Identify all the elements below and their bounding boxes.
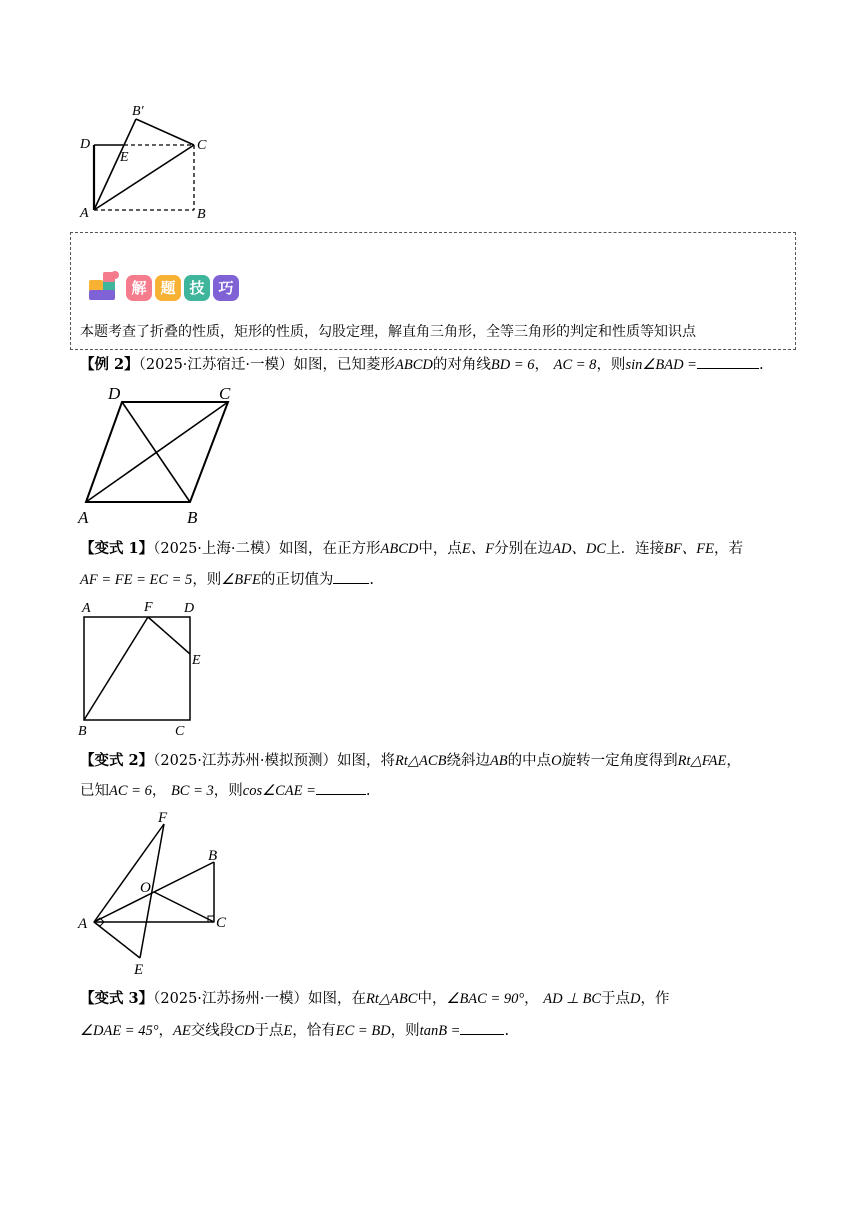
diagonal-bd xyxy=(122,402,190,502)
tip-chip-ti: 题 xyxy=(155,275,181,301)
example2-cond2: AC = 8 xyxy=(553,357,597,373)
label-b: B xyxy=(78,724,87,739)
variant3-text-c: 于点 xyxy=(601,991,631,1007)
variant3-text-d: ，作 xyxy=(640,991,670,1007)
variant1-line1 xyxy=(80,539,743,559)
example2-shape: ABCD xyxy=(395,357,433,373)
variant1-sides: AD、DC xyxy=(552,541,607,557)
label-a: A xyxy=(78,916,88,932)
variant3-cond1: ∠BAC = 90° xyxy=(446,991,525,1007)
variant3-pt2: E xyxy=(283,1023,293,1039)
segment-bf xyxy=(84,617,148,720)
variant3-text-a: 如图，在 xyxy=(308,991,367,1007)
variant2-side: AB xyxy=(489,753,508,769)
variant1-cond: AF = FE = EC = 5 xyxy=(80,572,193,588)
figure-square xyxy=(74,596,214,741)
example2-sep: ， xyxy=(534,357,549,373)
label-b: B xyxy=(187,508,198,527)
square-abcd xyxy=(84,617,190,720)
variant2-cond2: BC = 3 xyxy=(170,783,214,799)
variant1-tag: 【变式 1】 xyxy=(80,540,154,557)
variant3-text-2a: ， xyxy=(158,1023,174,1039)
answer-blank[interactable] xyxy=(316,780,366,795)
label-e: E xyxy=(134,962,144,978)
variant2-tri2: Rt△FAE xyxy=(677,753,727,769)
segment-oc xyxy=(154,892,214,922)
figure-folded-rectangle xyxy=(70,95,230,225)
variant3-cond2: AD ⊥ BC xyxy=(543,991,602,1007)
puzzle-icon xyxy=(88,268,122,302)
variant2-cond1: AC = 6 xyxy=(109,783,152,799)
variant2-text-2b: ，则 xyxy=(213,783,243,799)
variant3-ask: tanB = xyxy=(419,1023,461,1039)
variant3-cond4: EC = BD xyxy=(335,1023,391,1039)
label-d: D xyxy=(108,384,121,403)
variant2-tag: 【变式 2】 xyxy=(80,752,154,769)
label-d: D xyxy=(80,137,91,152)
answer-blank[interactable] xyxy=(697,354,759,369)
variant1-pts: E、F xyxy=(461,541,495,557)
label-c: C xyxy=(197,138,207,153)
example2-end: . xyxy=(758,357,764,373)
tip-chip-qiao: 巧 xyxy=(213,275,239,301)
label-c: C xyxy=(219,384,231,403)
example2-cond1: BD = 6 xyxy=(490,357,535,373)
variant3-text-b: 中， xyxy=(417,991,447,1007)
label-a: A xyxy=(78,508,89,527)
variant1-source: （2025·上海·二模） xyxy=(153,541,280,557)
example2-line xyxy=(80,354,764,375)
tips-text: 本题考查了折叠的性质，矩形的性质，勾股定理，解直角三角形，全等三角形的判定和性质等知识点 xyxy=(80,324,696,340)
label-f: F xyxy=(158,810,168,826)
variant3-seg2: CD xyxy=(234,1023,255,1039)
variant3-end: . xyxy=(504,1023,510,1039)
variant3-source: （2025·江苏扬州·一模） xyxy=(153,991,309,1007)
example2-ask: sin∠BAD = xyxy=(625,357,697,373)
example2-text: 如图，已知菱形 xyxy=(293,357,396,373)
variant1-text-2b: 的正切值为 xyxy=(260,572,334,588)
variant3-text-2d: ，恰有 xyxy=(292,1023,336,1039)
variant1-text-d: 上．连接 xyxy=(606,541,665,557)
variant3-text-2e: ，则 xyxy=(390,1023,420,1039)
variant1-text: 如图，在正方形 xyxy=(279,541,381,557)
label-bprime: B′ xyxy=(132,104,144,119)
answer-blank[interactable] xyxy=(460,1020,504,1035)
variant3-text-2c: 于点 xyxy=(254,1023,284,1039)
variant1-text-b: 中，点 xyxy=(418,541,462,557)
variant2-text-e: ， xyxy=(726,753,741,769)
variant3-line2 xyxy=(80,1020,509,1041)
variant2-text-2a: 已知 xyxy=(80,783,109,799)
variant3-line1 xyxy=(80,989,670,1009)
variant1-segs: BF、FE xyxy=(664,541,715,557)
variant1-line2 xyxy=(80,569,374,590)
label-d: D xyxy=(184,601,195,616)
figure-rhombus xyxy=(72,382,242,527)
variant1-text-2a: ，则 xyxy=(192,572,222,588)
variant3-text-2b: 交线段 xyxy=(190,1023,235,1039)
tip-chip-ji: 技 xyxy=(184,275,210,301)
variant3-seg: AE xyxy=(173,1023,191,1039)
variant2-sep: ， xyxy=(151,783,167,799)
variant1-end: . xyxy=(369,572,374,588)
label-c: C xyxy=(175,724,185,739)
label-o: O xyxy=(140,880,151,896)
variant2-source: （2025·江苏苏州·模拟预测） xyxy=(153,753,338,769)
variant1-text-c: 分别在边 xyxy=(494,541,553,557)
label-e: E xyxy=(192,653,201,668)
diagonal-ac xyxy=(86,402,228,502)
example2-source: （2025·江苏宿迁·一模） xyxy=(138,357,294,373)
segment-af xyxy=(94,824,164,922)
example2-tag: 【例 2】 xyxy=(80,356,139,373)
edge-bprime-c xyxy=(136,119,194,145)
label-b: B xyxy=(208,848,218,864)
label-e: E xyxy=(120,150,129,165)
figure-rotated-triangles xyxy=(74,806,244,978)
label-f: F xyxy=(144,600,153,615)
tip-chip-jie: 解 xyxy=(126,275,152,301)
variant3-tag: 【变式 3】 xyxy=(80,990,154,1007)
variant2-tri1: Rt△ACB xyxy=(395,753,447,769)
segment-ae xyxy=(94,922,140,958)
label-a: A xyxy=(82,601,91,616)
variant2-ask: cos∠CAE = xyxy=(242,783,316,799)
variant2-text-c: 的中点 xyxy=(507,753,552,769)
label-a: A xyxy=(80,206,89,221)
example2-text-ask: ，则 xyxy=(596,357,626,373)
variant2-pt: O xyxy=(551,753,562,769)
variant1-shape: ABCD xyxy=(380,541,419,557)
variant2-line2 xyxy=(80,780,371,801)
variant3-pt: D xyxy=(630,991,641,1007)
variant3-cond3: ∠DAE = 45° xyxy=(80,1023,159,1039)
answer-blank[interactable] xyxy=(333,569,369,584)
variant2-end: . xyxy=(365,783,371,799)
segment-fe xyxy=(148,617,190,654)
variant2-text-b: 绕斜边 xyxy=(446,753,490,769)
variant1-text-e: ，若 xyxy=(714,541,744,557)
variant2-text-a: 如图，将 xyxy=(337,753,396,769)
variant3-tri: Rt△ABC xyxy=(366,991,418,1007)
label-b: B xyxy=(197,207,206,222)
label-c: C xyxy=(216,915,227,931)
example2-text-mid: 的对角线 xyxy=(432,357,491,373)
variant1-angle: ∠BFE xyxy=(221,572,261,588)
variant2-text-d: 旋转一定角度得到 xyxy=(561,753,678,769)
variant2-line1 xyxy=(80,751,741,771)
variant3-sep: ， xyxy=(524,991,539,1007)
